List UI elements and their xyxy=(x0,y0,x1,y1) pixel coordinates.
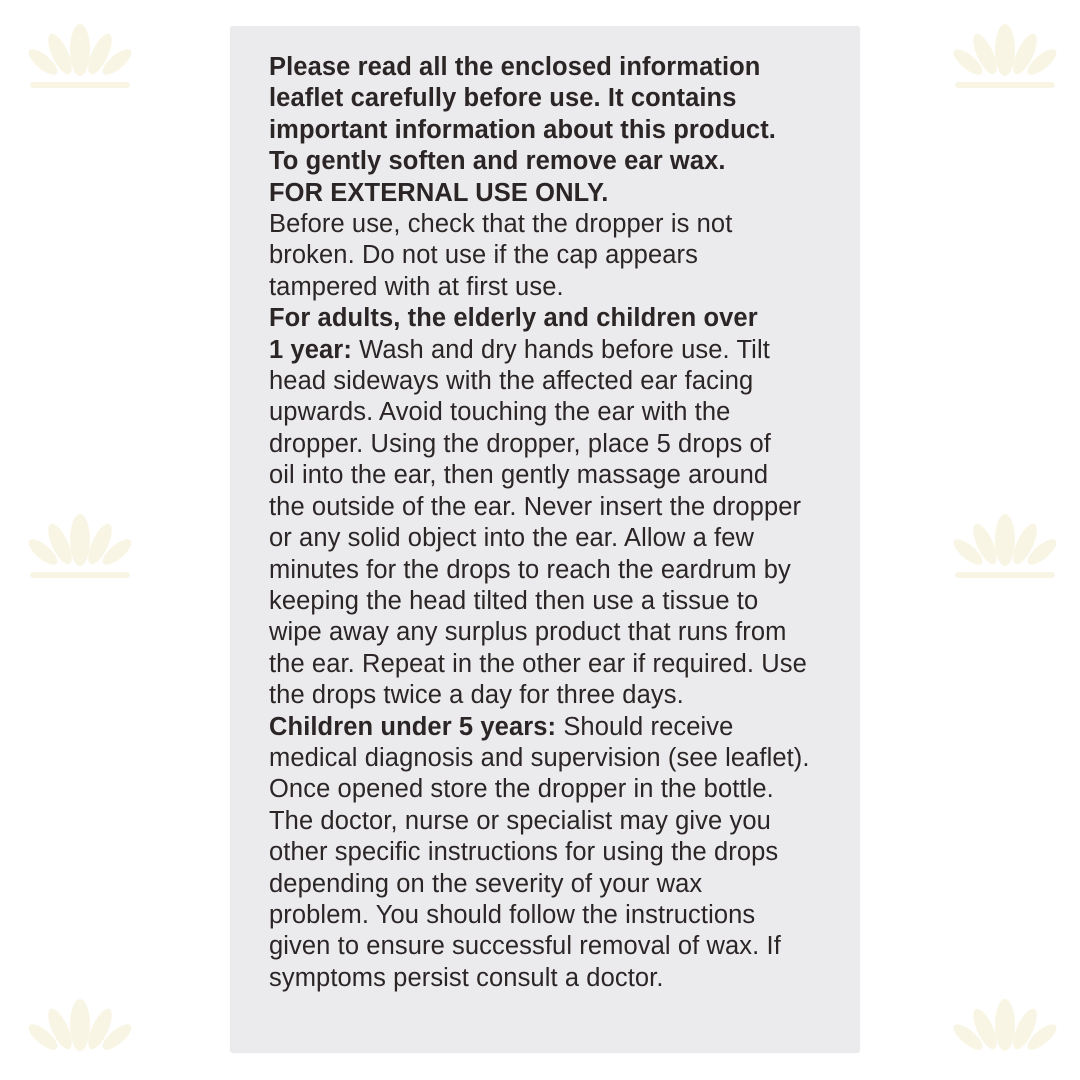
leaflet-line xyxy=(269,272,849,303)
leaflet-text-block xyxy=(269,52,849,994)
body-text: oil into the ear, then gently massage around xyxy=(269,461,769,490)
body-text: the ear. Repeat in the other ear if required. Use xyxy=(269,649,807,678)
body-text: wipe away any surplus product that runs from xyxy=(269,618,787,647)
bold-text: Children under 5 years: xyxy=(269,712,557,741)
leaflet-line xyxy=(269,774,849,805)
body-text: The doctor, nurse or specialist may give you xyxy=(269,806,771,835)
lotus-logo-icon xyxy=(10,500,150,590)
leaflet-line xyxy=(269,492,849,523)
body-text: symptoms persist consult a doctor. xyxy=(269,963,664,992)
body-text: upwards. Avoid touching the ear with the xyxy=(269,398,731,427)
body-text: problem. You should follow the instructions xyxy=(269,900,756,929)
leaflet-line xyxy=(269,931,849,962)
leaflet-panel xyxy=(230,26,860,1053)
watermark-logo-icon xyxy=(935,985,1075,1075)
leaflet-line xyxy=(269,680,849,711)
body-text: or any solid object into the ear. Allow a few xyxy=(269,524,755,553)
body-text: tampered with at first use. xyxy=(269,272,564,301)
leaflet-line xyxy=(269,743,849,774)
leaflet-line xyxy=(269,963,849,994)
body-text: Should receive xyxy=(556,712,734,741)
leaflet-line xyxy=(269,209,849,240)
leaflet-line xyxy=(269,83,849,114)
leaflet-line xyxy=(269,429,849,460)
leaflet-line xyxy=(269,303,849,334)
body-text: dropper. Using the dropper, place 5 drops of xyxy=(269,429,771,458)
bold-text: Please read all the enclosed information xyxy=(269,53,761,81)
leaflet-line xyxy=(269,712,849,743)
leaflet-line xyxy=(269,523,849,554)
leaflet-line xyxy=(269,649,849,680)
leaflet-line xyxy=(269,555,849,586)
bold-text: important information about this product. xyxy=(269,115,776,144)
leaflet-line xyxy=(269,397,849,428)
body-text: keeping the head tilted then use a tissue to xyxy=(269,586,759,615)
lotus-logo-icon xyxy=(10,985,150,1075)
leaflet-line xyxy=(269,806,849,837)
leaflet-line xyxy=(269,178,849,209)
leaflet-line xyxy=(269,366,849,397)
body-text: minutes for the drops to reach the eardrum by xyxy=(269,555,791,584)
lotus-logo-icon xyxy=(935,500,1075,590)
watermark-logo-icon xyxy=(935,10,1075,100)
body-text: given to ensure successful removal of wax. If xyxy=(269,932,781,961)
bold-text: FOR EXTERNAL USE ONLY. xyxy=(269,178,609,207)
lotus-logo-icon xyxy=(935,985,1075,1075)
body-text: Wash and dry hands before use. Tilt xyxy=(351,335,770,364)
body-text: head sideways with the affected ear facing xyxy=(269,367,754,396)
leaflet-line xyxy=(269,146,849,177)
leaflet-line xyxy=(269,837,849,868)
body-text: Once opened store the dropper in the bottle. xyxy=(269,775,774,804)
leaflet-line xyxy=(269,240,849,271)
leaflet-line xyxy=(269,869,849,900)
lotus-logo-icon xyxy=(935,10,1075,100)
leaflet-line xyxy=(269,617,849,648)
lotus-logo-icon xyxy=(10,10,150,100)
leaflet-line xyxy=(269,335,849,366)
bold-text: 1 year: xyxy=(269,335,352,364)
leaflet-line xyxy=(269,52,849,83)
bold-text: For adults, the elderly and children over xyxy=(269,304,758,333)
leaflet-line xyxy=(269,586,849,617)
body-text: broken. Do not use if the cap appears xyxy=(269,241,698,270)
body-text: depending on the severity of your wax xyxy=(269,869,703,898)
body-text: the outside of the ear. Never insert the dropper xyxy=(269,492,802,521)
body-text: the drops twice a day for three days. xyxy=(269,681,684,710)
body-text: Before use, check that the dropper is not xyxy=(269,210,733,239)
leaflet-line xyxy=(269,900,849,931)
watermark-logo-icon xyxy=(935,500,1075,590)
bold-text: To gently soften and remove ear wax. xyxy=(269,147,726,176)
watermark-logo-icon xyxy=(10,500,150,590)
leaflet-line xyxy=(269,460,849,491)
leaflet-line xyxy=(269,115,849,146)
bold-text: leaflet carefully before use. It contains xyxy=(269,84,737,113)
body-text: medical diagnosis and supervision (see leaflet). xyxy=(269,743,810,772)
watermark-logo-icon xyxy=(10,985,150,1075)
watermark-logo-icon xyxy=(10,10,150,100)
body-text: other specific instructions for using the drops xyxy=(269,838,779,867)
